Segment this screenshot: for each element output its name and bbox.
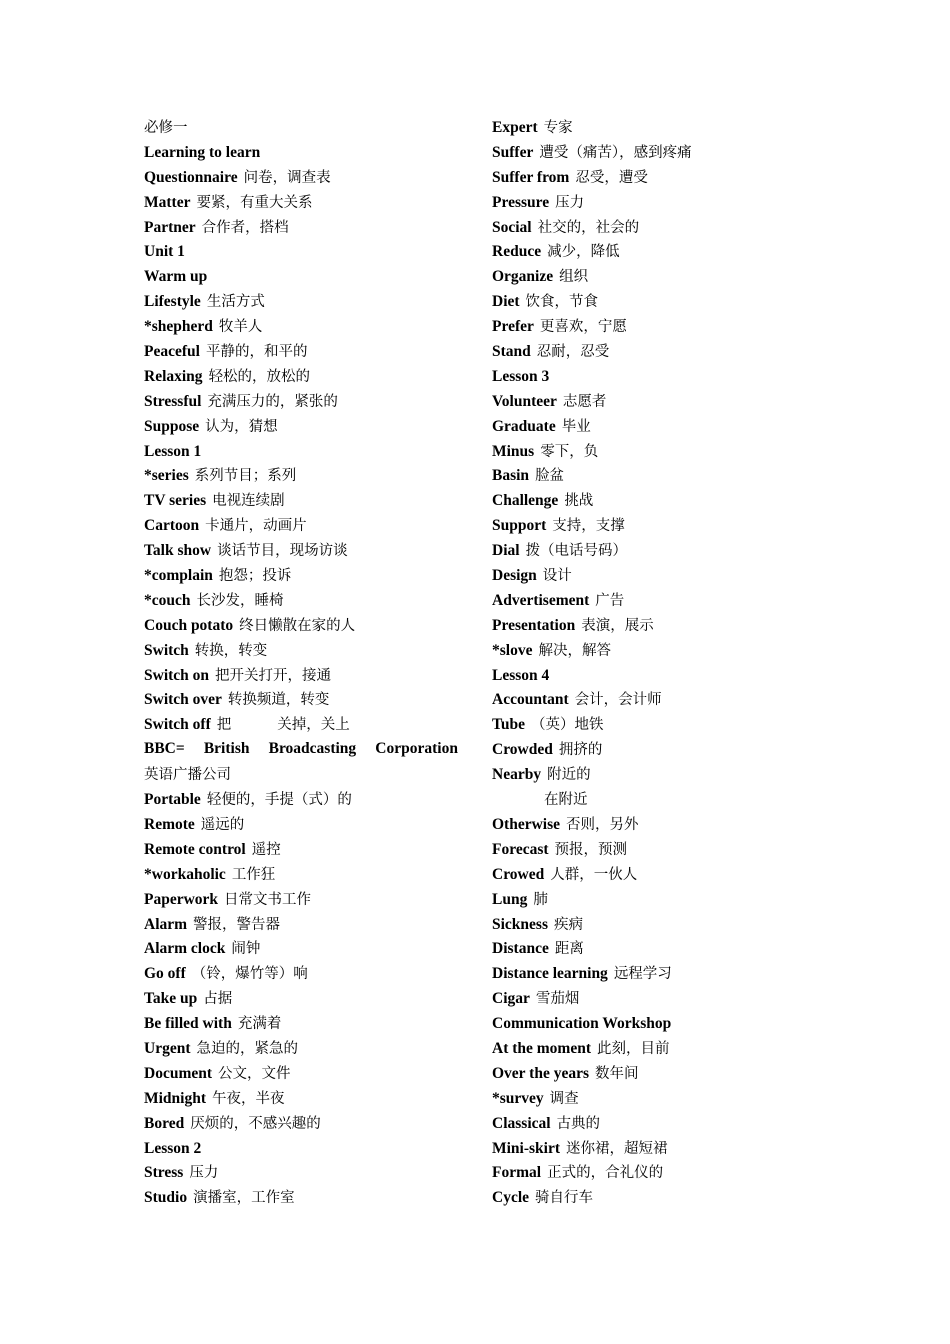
vocab-entry <box>144 1011 464 1036</box>
vocab-definition-extra: 关掉，关上 <box>277 717 350 734</box>
vocab-term: Partner <box>144 218 196 236</box>
vocab-entry <box>492 414 812 439</box>
vocab-term: Lesson 2 <box>144 1139 202 1157</box>
vocab-definition: 调查 <box>549 1090 579 1107</box>
vocab-term: Prefer <box>492 318 534 336</box>
vocab-definition: 志愿者 <box>562 393 607 410</box>
vocab-definition: 拥挤的 <box>558 742 603 759</box>
vocab-entry <box>492 513 812 538</box>
bbc-word-4: Corporation <box>375 740 458 758</box>
vocab-entry <box>492 1185 812 1210</box>
vocab-definition: 远程学习 <box>613 966 672 983</box>
vocab-definition: （铃，爆竹等）响 <box>191 966 308 983</box>
vocab-definition: 会计，会计师 <box>574 692 662 709</box>
vocab-definition: 距离 <box>554 941 584 958</box>
vocab-definition: 广告 <box>595 592 625 609</box>
vocab-term: Communication Workshop <box>492 1015 672 1033</box>
vocab-definition: 生活方式 <box>206 294 265 311</box>
bbc-definition: 英语广播公司 <box>144 767 231 784</box>
vocab-entry <box>144 936 464 961</box>
vocab-term: Pressure <box>492 193 550 211</box>
vocab-term: *complain <box>144 567 213 585</box>
vocab-entry <box>492 563 812 588</box>
vocab-entry <box>492 1036 812 1061</box>
vocab-definition: 遭受（痛苦），感到疼痛 <box>539 144 692 161</box>
vocab-definition: 此刻，目前 <box>597 1040 670 1057</box>
vocab-term: Lifestyle <box>144 293 201 311</box>
vocab-entry <box>144 314 464 339</box>
vocab-definition: 急迫的，紧急的 <box>196 1040 298 1057</box>
vocab-definition: 忍受，遭受 <box>575 169 648 186</box>
vocab-term: Matter <box>144 193 191 211</box>
vocab-term: Switch over <box>144 691 222 709</box>
vocab-entry <box>492 1011 812 1036</box>
vocab-definition: 问卷，调查表 <box>243 169 331 186</box>
vocab-term: Design <box>492 567 537 585</box>
vocab-entry <box>492 887 812 912</box>
vocab-entry <box>144 488 464 513</box>
vocab-definition: 日常文书工作 <box>224 891 312 908</box>
vocab-entry <box>144 812 464 837</box>
vocab-entry <box>492 712 812 737</box>
vocab-term: Studio <box>144 1189 188 1207</box>
vocab-term: TV series <box>144 492 207 510</box>
vocab-entry <box>144 513 464 538</box>
vocab-entry <box>144 1086 464 1111</box>
vocab-term: Minus <box>492 442 535 460</box>
vocab-term: Lung <box>492 890 528 908</box>
vocab-term: Portable <box>144 791 201 809</box>
vocab-entry <box>492 165 812 190</box>
vocab-definition: 警报，警告器 <box>193 916 281 933</box>
vocab-entry <box>492 687 812 712</box>
vocab-term: Stressful <box>144 392 202 410</box>
vocab-term: Unit 1 <box>144 243 185 261</box>
vocab-definition: 公文，文件 <box>218 1065 291 1082</box>
vocab-entry <box>492 663 812 688</box>
vocab-term: Alarm clock <box>144 940 226 958</box>
vocab-entry <box>492 1160 812 1185</box>
vocab-term: Lesson 1 <box>144 442 202 460</box>
vocab-entry <box>492 339 812 364</box>
vocab-definition: 更喜欢，宁愿 <box>539 319 627 336</box>
vocab-entry <box>492 264 812 289</box>
vocab-definition: 把开关打开，接通 <box>215 667 332 684</box>
vocab-definition: 数年间 <box>595 1065 639 1082</box>
vocab-entry <box>144 613 464 638</box>
vocab-definition: 抱怨；投诉 <box>218 568 292 585</box>
vocab-definition: 设计 <box>542 568 572 585</box>
vocab-entry <box>144 439 464 464</box>
vocab-term: Organize <box>492 268 554 286</box>
vocab-entry <box>144 364 464 389</box>
vocab-definition: 疾病 <box>554 916 583 933</box>
vocab-term: Advertisement <box>492 591 590 609</box>
vocab-entry <box>492 638 812 663</box>
vocab-definition: 压力 <box>189 1165 219 1182</box>
vocab-term: Stand <box>492 343 531 361</box>
vocab-entry <box>144 1136 464 1161</box>
vocab-term: Distance <box>492 940 549 958</box>
vocab-entry <box>144 140 464 165</box>
vocab-term: Challenge <box>492 492 559 510</box>
vocab-term: Warm up <box>144 268 208 286</box>
vocab-entry <box>144 538 464 563</box>
vocab-term: Over the years <box>492 1064 589 1082</box>
vocab-term: Relaxing <box>144 367 203 385</box>
vocab-definition: 认为，猜想 <box>205 418 278 435</box>
vocab-definition: 零下，负 <box>540 443 599 460</box>
vocab-entry <box>492 314 812 339</box>
vocab-term: Remote <box>144 815 195 833</box>
vocab-term: Crowded <box>492 741 553 759</box>
vocab-definition: 减少，降低 <box>547 244 620 261</box>
vocab-entry <box>492 762 812 787</box>
vocab-definition: 雪茄烟 <box>535 991 580 1008</box>
vocab-definition: 转换频道，转变 <box>227 692 330 709</box>
vocab-definition: 演播室，工作室 <box>193 1190 295 1207</box>
vocab-entry <box>144 887 464 912</box>
vocab-definition: 长沙发，睡椅 <box>196 592 284 609</box>
vocab-entry <box>144 712 464 737</box>
vocab-term: Remote control <box>144 840 246 858</box>
vocab-term: Volunteer <box>492 392 557 410</box>
title-text: 必修一 <box>144 120 188 136</box>
vocab-term: Accountant <box>492 691 569 709</box>
vocab-term: Talk show <box>144 542 212 560</box>
nearby-extra-definition: 在附近 <box>544 792 588 809</box>
vocab-term: Switch <box>144 641 189 659</box>
vocab-definition: 社交的，社会的 <box>537 219 640 236</box>
vocab-definition: 要紧，有重大关系 <box>196 194 313 211</box>
vocab-term: Crowed <box>492 865 545 883</box>
vocab-definition: （英）地铁 <box>531 717 604 734</box>
vocab-term: *survey <box>492 1089 544 1107</box>
vocab-entry <box>144 862 464 887</box>
vocab-definition: 午夜，半夜 <box>212 1090 285 1107</box>
vocab-definition: 表演，展示 <box>581 617 654 634</box>
vocab-definition: 卡通片，动画片 <box>205 518 307 535</box>
vocab-definition: 支持，支撑 <box>552 518 625 535</box>
vocab-entry <box>492 737 812 762</box>
vocab-entry <box>492 190 812 215</box>
vocab-entry <box>144 837 464 862</box>
vocab-term: Suppose <box>144 417 200 435</box>
vocab-definition: 闹钟 <box>231 941 261 958</box>
vocab-term: Be filled with <box>144 1015 232 1033</box>
vocab-term: Urgent <box>144 1039 191 1057</box>
vocab-definition: 遥远的 <box>200 816 245 833</box>
vocab-definition: 组织 <box>559 269 589 286</box>
vocab-entry <box>144 289 464 314</box>
vocab-definition: 饮食，节食 <box>525 294 599 311</box>
vocab-entry <box>492 289 812 314</box>
right-vocab-list-continued <box>492 812 812 1210</box>
vocab-term: Take up <box>144 990 198 1008</box>
vocab-term: Alarm <box>144 915 188 933</box>
vocab-entry <box>144 339 464 364</box>
vocab-term: Questionnaire <box>144 168 238 186</box>
vocab-term: Tube <box>492 716 526 734</box>
vocab-definition: 把 <box>216 717 232 734</box>
vocab-definition: 工作狂 <box>231 866 276 883</box>
vocab-entry <box>492 961 812 986</box>
vocab-entry <box>492 538 812 563</box>
vocab-entry <box>144 663 464 688</box>
vocab-term: Otherwise <box>492 815 561 833</box>
vocab-term: *workaholic <box>144 865 226 883</box>
vocab-entry-bbc <box>144 737 458 762</box>
bbc-word-1: BBC= <box>144 740 185 758</box>
vocab-entry <box>492 439 812 464</box>
vocab-definition: 遥控 <box>251 841 281 858</box>
vocab-entry <box>492 936 812 961</box>
vocab-definition: 解决，解答 <box>538 642 611 659</box>
vocab-entry <box>144 215 464 240</box>
vocab-term: *couch <box>144 591 191 609</box>
vocab-term: Distance learning <box>492 965 608 983</box>
vocab-term: Support <box>492 517 547 535</box>
vocab-term: Diet <box>492 293 520 311</box>
vocab-entry <box>492 389 812 414</box>
vocab-term: Lesson 3 <box>492 367 550 385</box>
vocab-entry <box>492 588 812 613</box>
vocab-entry <box>492 364 812 389</box>
vocab-term: Stress <box>144 1164 184 1182</box>
vocab-definition: 肺 <box>533 891 548 908</box>
vocab-term: Basin <box>492 467 530 485</box>
vocab-term: Switch on <box>144 666 210 684</box>
vocab-term: Cycle <box>492 1189 530 1207</box>
vocab-entry <box>144 1061 464 1086</box>
left-column <box>144 115 464 1210</box>
vocab-entry <box>144 1036 464 1061</box>
vocab-definition: 附近的 <box>547 767 591 784</box>
vocab-entry <box>144 1160 464 1185</box>
vocab-definition: 迷你裙，超短裙 <box>566 1140 668 1157</box>
vocab-definition: 终日懒散在家的人 <box>239 617 356 634</box>
vocab-entry <box>492 986 812 1011</box>
vocab-term: Formal <box>492 1164 542 1182</box>
vocab-term: Suffer from <box>492 168 570 186</box>
vocab-entry <box>144 190 464 215</box>
vocab-definition: 轻便的，手提（式）的 <box>206 792 352 809</box>
vocab-term: Couch potato <box>144 616 234 634</box>
vocab-entry <box>144 239 464 264</box>
vocab-term: Bored <box>144 1114 185 1132</box>
vocab-term: Sickness <box>492 915 548 933</box>
vocab-entry <box>492 239 812 264</box>
vocab-definition: 系列节目；系列 <box>194 468 297 485</box>
vocab-definition: 合作者，搭档 <box>201 219 289 236</box>
vocab-term: Graduate <box>492 417 556 435</box>
vocab-term: Peaceful <box>144 343 200 361</box>
vocab-term: Nearby <box>492 766 542 784</box>
vocab-entry <box>492 1111 812 1136</box>
vocab-term: *series <box>144 467 189 485</box>
vocab-entry <box>144 787 464 812</box>
vocab-entry <box>492 140 812 165</box>
vocab-definition: 转换，转变 <box>194 642 268 659</box>
right-vocab-list <box>492 115 812 787</box>
vocab-definition: 厌烦的，不感兴趣的 <box>190 1115 321 1132</box>
vocab-entry <box>492 1136 812 1161</box>
vocab-entry <box>492 912 812 937</box>
vocab-entry <box>492 488 812 513</box>
vocab-definition: 专家 <box>543 120 573 136</box>
vocab-term: Cigar <box>492 990 530 1008</box>
vocab-entry <box>144 588 464 613</box>
right-column <box>492 115 812 1210</box>
vocab-entry <box>144 165 464 190</box>
vocab-definition: 拨（电话号码） <box>525 543 628 560</box>
vocab-definition: 挑战 <box>564 493 594 510</box>
vocab-term: Learning to learn <box>144 143 261 161</box>
vocab-term: Suffer <box>492 143 534 161</box>
vocab-definition: 占据 <box>203 991 233 1008</box>
vocab-term: Document <box>144 1064 213 1082</box>
vocab-term: Paperwork <box>144 890 219 908</box>
vocab-definition: 正式的，合礼仪的 <box>547 1165 664 1182</box>
vocab-entry <box>144 687 464 712</box>
vocab-term: Expert <box>492 119 538 136</box>
vocab-definition: 轻松的，放松的 <box>208 368 311 385</box>
vocab-entry <box>492 463 812 488</box>
bbc-word-2: British <box>203 740 250 758</box>
vocab-term: Switch off <box>144 716 211 734</box>
vocab-entry <box>144 463 464 488</box>
vocab-entry <box>492 215 812 240</box>
vocab-entry <box>144 638 464 663</box>
vocab-entry-bbc-definition <box>144 762 464 787</box>
vocab-definition: 骑自行车 <box>535 1190 594 1207</box>
vocab-term: Presentation <box>492 616 576 634</box>
vocab-definition: 人群，一伙人 <box>550 866 638 883</box>
vocab-definition: 谈话节目，现场访谈 <box>217 543 348 560</box>
vocab-entry <box>144 1185 464 1210</box>
vocab-term: Lesson 4 <box>492 666 550 684</box>
vocab-entry <box>492 1061 812 1086</box>
vocab-definition: 忍耐，忍受 <box>536 344 610 361</box>
vocab-entry <box>144 1111 464 1136</box>
vocab-term: Classical <box>492 1114 551 1132</box>
vocab-entry <box>492 812 812 837</box>
vocab-definition: 压力 <box>555 194 585 211</box>
vocab-entry <box>144 563 464 588</box>
vocab-term: Midnight <box>144 1089 207 1107</box>
vocab-entry <box>492 837 812 862</box>
vocab-definition: 平静的，和平的 <box>205 344 308 361</box>
vocab-definition: 充满着 <box>237 1016 282 1033</box>
vocab-term: *slove <box>492 641 533 659</box>
vocab-entry <box>144 986 464 1011</box>
vocab-term: At the moment <box>492 1039 592 1057</box>
vocab-entry <box>492 862 812 887</box>
vocab-entry <box>144 961 464 986</box>
vocab-term: Dial <box>492 542 520 560</box>
vocab-entry <box>144 414 464 439</box>
vocab-definition: 充满压力的，紧张的 <box>207 393 338 410</box>
left-vocab-list <box>144 140 464 737</box>
vocab-entry <box>492 115 812 140</box>
vocab-term: Cartoon <box>144 517 200 535</box>
left-vocab-list-continued <box>144 787 464 1210</box>
vocab-entry <box>144 389 464 414</box>
vocab-entry <box>492 613 812 638</box>
vocab-term: Go off <box>144 965 186 983</box>
vocab-definition: 脸盆 <box>535 468 565 485</box>
vocab-definition: 古典的 <box>556 1115 601 1132</box>
vocab-term: Mini-skirt <box>492 1139 561 1157</box>
vocab-definition: 牧羊人 <box>218 319 263 336</box>
vocab-entry <box>492 1086 812 1111</box>
vocab-definition: 毕业 <box>561 418 591 435</box>
vocab-term: *shepherd <box>144 318 213 336</box>
vocab-term: Social <box>492 218 532 236</box>
vocab-term: Reduce <box>492 243 542 261</box>
vocab-term: Forecast <box>492 840 549 858</box>
vocab-definition: 电视连续剧 <box>212 493 285 510</box>
document-title <box>144 115 464 140</box>
vocab-entry-nearby-extra <box>492 787 812 812</box>
vocab-entry <box>144 912 464 937</box>
bbc-word-3: Broadcasting <box>268 740 357 758</box>
vocab-entry <box>144 264 464 289</box>
vocab-definition: 预报，预测 <box>554 841 628 858</box>
vocab-definition: 否则，另外 <box>566 816 639 833</box>
